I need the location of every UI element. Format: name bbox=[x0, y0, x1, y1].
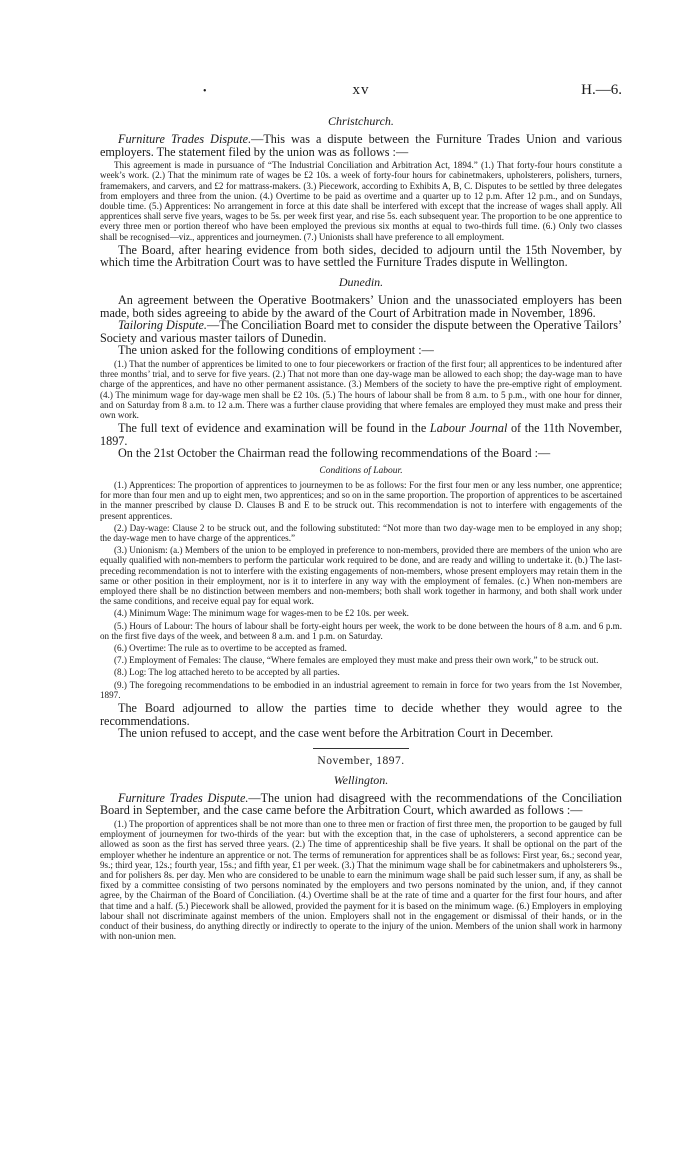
section-divider bbox=[313, 748, 409, 749]
recommendation-item: (9.) The foregoing recommendations to be embodied in an industrial agreement to remain in force for two years from the 1st November, 1897. bbox=[100, 679, 622, 700]
wellington-dispute-text: —The union had disagreed with the recommendations of the Conciliation Board in September, and the case came before the Arbitration Court, which awarded as follows :— bbox=[100, 790, 622, 818]
section-heading-wellington: Wellington. bbox=[333, 772, 389, 787]
evidence-date: of the 11th November, 1897. bbox=[100, 421, 622, 448]
tailoring-text: —The Conciliation Board met to consider the dispute between the Operative Tailors’ Society and various master tailors of Dunedin. bbox=[100, 318, 623, 345]
recommendation-item: (5.) Hours of Labour: The hours of labour shall be forty-eight hours per week, the work to be done between the hours of 8 a.m. and 6 p.m. on the first five days of the week, and between 8 a.m. and 1 p.m. on Saturday. bbox=[100, 620, 622, 641]
month-heading: November, 1897. bbox=[317, 754, 405, 767]
dispute-title: Furniture Trades Dispute. bbox=[118, 132, 252, 146]
section-heading-christchurch: Christchurch. bbox=[328, 114, 394, 128]
recommendation-item: (8.) Log: The log attached hereto to be accepted by all parties. bbox=[114, 667, 340, 678]
tailoring-title: Tailoring Dispute. bbox=[118, 318, 207, 333]
evidence-note bbox=[100, 422, 622, 447]
recommendation-item: (6.) Overtime: The rule as to overtime to be accepted as framed. bbox=[114, 643, 347, 654]
recommendation-item: (4.) Minimum Wage: The minimum wage for wages-men to be £2 10s. per week. bbox=[114, 608, 409, 619]
chairman-note: On the 21st October the Chairman read the following recommendations of the Board :— bbox=[118, 446, 551, 461]
recommendation-item: (1.) Apprentices: The proportion of apprentices to journeymen to be as follows: For the first four men or any less number, one apprentice; for more than four men and up to eight men, two apprentices; and so on in the same proportion. The proportion of apprentices to be ascertained in the manner prescribed by clause D. Clauses B and E to be struck out. This recommendation is not to interfere with engagements of the present apprentices. bbox=[100, 479, 622, 521]
union-refused: The union refused to accept, and the case went before the Arbitration Court in December. bbox=[118, 726, 554, 741]
evidence-text: The full text of evidence and examination will be found in the bbox=[118, 421, 430, 436]
board-adjourned: The Board adjourned to allow the parties time to decide whether they would agree to the recommendations. bbox=[100, 701, 622, 728]
journal-title: Labour Journal bbox=[429, 421, 508, 436]
dispute-text: —This was a dispute between the Furniture Trades Union and various employers. The statement filed by the union was as follows :— bbox=[100, 132, 622, 159]
tailoring-intro bbox=[100, 319, 622, 344]
recommendation-item: (3.) Unionism: (a.) Members of the union to be employed in preference to non-members, provided there are members of the union who are equally qualified with non-members to perform the particular work required to be done, and are ready and willing to undertake it. (b.) The last-preceding recommendation is not to interfere with the existing engagements of non-members, whose present employers may retain them in the same or other position in their employment, nor is it to interfere in any way with the employment of females. (c.) When non-members are employed there shall be no distinction between members and non-members; both shall work together in harmony, and both shall work under the same conditions, and receive equal pay for equal work. bbox=[100, 545, 622, 607]
bootmakers-agreement: An agreement between the Operative Bootmakers’ Union and the unassociated employers has been made, both sides agreeing to abide by the award of the Court of Arbitration made in November, 1896. bbox=[100, 293, 622, 320]
document-body bbox=[100, 108, 622, 943]
wellington-intro bbox=[100, 792, 622, 817]
page-number: xv bbox=[352, 82, 370, 98]
court-award: (1.) The proportion of apprentices shall be not more than one to three men or fraction of first three men, the proportion to be gauged by full employment of journeymen for two-thirds of the year: but with the exception that, in the case of upholsterers, a second apprentice can be allowed as soon as the first has served three years. (2.) The time of apprenticeship shall be five years. It shall be optional on the part of the employer whether he indenture an apprentice or not. The terms of remuneration for apprentices shall be as follows: First year, 6s.; second year, 9s.; third year, 12s.; fourth year, 15s.; and fifth year, £1 per week. (3.) That the minimum wage shall be for cabinetmakers and upholsterers 9s., and for polishers 8s. per day. Men who are considered to be unable to earn the minimum wage shall be paid such lesser sum, if any, as shall be fixed by a committee consisting of two persons nominated by the employers and two persons nominated by the union, and, if they cannot agree, by the Chairman of the Board of Conciliation. (4.) Overtime shall be at the rate of time and a quarter for the first four hours, and after that time and a half. (5.) Piecework shall be allowed, provided the payment for it is based on the minimum wage. (6.) Employers in employing labour shall not discriminate against members of the union. Employers shall not in the engagement or dismissal of their hands, or in the conduct of their business, do anything directly or indirectly to operate to the injury of the union. Members of the union shall work in harmony with non-union men. bbox=[100, 819, 622, 942]
document-reference: H.—6. bbox=[581, 82, 622, 98]
union-statement: This agreement is made in pursuance of “The Industrial Conciliation and Arbitration Act, 1894.” (1.) That forty-four hours constitute a week’s work. (2.) That the minimum rate of wages be £2 10s. a week of forty-four hours for cabinetmakers, upholsterers, polishers, turners, framemakers, and carvers, and £2 for mattrass-makers. (3.) Piecework, according to Exhibits A, B, C. Disputes to be settled by three delegates from employers and three from the union. (4.) Overtime to be paid as overtime and a quarter up to 12 p.m. After 12 p.m., and on Sundays, double time. (5.) Apprentices: No arrangement in force at this date shall be interfered with except that the increase of wages shall apply. All apprentices shall serve five years, wages to be 5s. per week first year, and rise 5s. each subsequent year. The proportion to be one apprentice to every three men or portion thereof who have been employed the previous six months at equal to two-thirds full time. (6.) Only two classes shall be recognised—viz., apprentices and journeymen. (7.) Unionists shall have preference to all employment. bbox=[100, 160, 622, 242]
recommendation-item: (7.) Employment of Females: The clause, “Where females are employed they must make and press their own work,” to be struck out. bbox=[114, 655, 599, 666]
wellington-dispute-title: Furniture Trades Dispute. bbox=[118, 790, 249, 805]
page-header bbox=[100, 82, 622, 104]
recommendation-item: (2.) Day-wage: Clause 2 to be struck out, and the following substituted: “Not more than two day-wage men to be employed in any shop; the day-wage men to have charge of the apprentices.” bbox=[100, 522, 622, 543]
conditions-heading: Conditions of Labour. bbox=[319, 465, 403, 476]
union-asked: The union asked for the following conditions of employment :— bbox=[118, 343, 434, 358]
board-decision: The Board, after hearing evidence from both sides, decided to adjourn until the 15th November, by which time the Arbitration Court was to have settled the Furniture Trades dispute in Wellington. bbox=[100, 242, 622, 270]
section-heading-dunedin: Dunedin. bbox=[338, 275, 384, 289]
union-conditions: (1.) That the number of apprentices be limited to one to four pieceworkers or fraction of the first four; all apprentices to be indentured after three months’ trial, and to serve for five years. (2.) That not more than one day-wage man be allowed to each shop; the day-wage man to have charge of the apprentices, and have no other permanent assistance. (3.) Members of the society to have the pre-emptive right of employment. (4.) The minimum wage for day-wage men shall be £2 10s. (5.) The hours of labour shall be from 8 a.m. to 5 p.m., with one hour for dinner, and on Saturday from 8 a.m. to 12 a.m. There was a further clause providing that where females are employed they must make and press their own work. bbox=[100, 358, 622, 420]
header-dot: • bbox=[203, 86, 207, 97]
christchurch-intro bbox=[100, 133, 622, 158]
